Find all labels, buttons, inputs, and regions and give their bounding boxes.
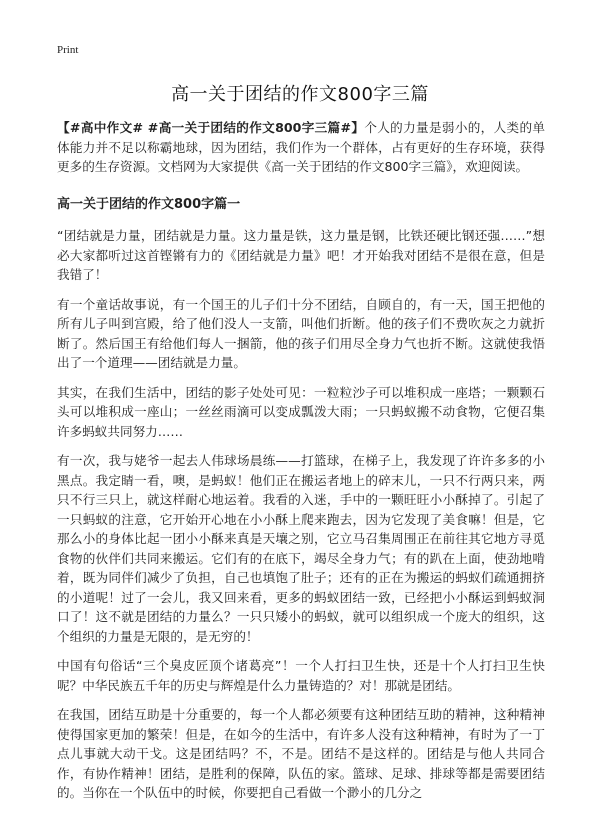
intro-paragraph — [57, 118, 545, 177]
intro-tag: 【#高中作文# #高一关于团结的作文800字三篇#】 — [57, 120, 365, 135]
intro-text: 个人的力量是弱小的，人类的单体能力并不足以称霸地球，因为团结，我们作为一个群体，占有更好的生存环境，获得更多的生存资源。文档网为大家提供《高一关于团结的作文800字三篇》，欢迎阅读。 — [57, 120, 545, 174]
paragraph: 在我国，团结互助是十分重要的，每一个人都必须要有这种团结互助的精神，这种精神使得国家更加的繁荣！但是，在如今的生活中，有许多人没有这种精神，有时为了一丁点儿事就大动干戈。这是团结吗？不，不是。团结不是这样的。团结是与他人共同合作，有协作精神！团结，是胜利的保障，队伍的家。篮球、足球、排球等都是需要团结的。当你在一个队伍中的时候，你要把自己看做一个渺小的几分之 — [57, 707, 545, 800]
paragraph: 有一个童话故事说，有一个国王的儿子们十分不团结，自顾自的，有一天，国王把他的所有儿子叫到宫殿，给了他们没人一支箭，叫他们折断。他的孩子们不费吹灰之力就折断了。然后国王有给他们每人一捆箭，他的孩子们用尽全身力气也折不断。这就使我悟出了一个道理——团结就是力量。 — [57, 296, 545, 370]
article-body — [57, 118, 545, 813]
paragraph: 其实，在我们生活中，团结的影子处处可见：一粒粒沙子可以堆积成一座塔；一颗颗石头可以堆积成一座山；一丝丝雨滴可以变成瓢泼大雨；一只蚂蚁搬不动食物，它便召集许多蚂蚁共同努力…… — [57, 384, 545, 439]
paragraph: “团结就是力量，团结就是力量。这力量是铁，这力量是钢，比铁还硬比钢还强……”想必大家都听过这首铿锵有力的《团结就是力量》吧！才开始我对团结不是很在意，但是我错了！ — [57, 228, 545, 282]
print-link[interactable]: Print — [57, 44, 79, 56]
paragraph: 中国有句俗话“三个臭皮匠顶个诸葛亮”！一个人打扫卫生快，还是十个人打扫卫生快呢？中华民族五千年的历史与辉煌是什么力量铸造的？对！那就是团结。 — [57, 658, 545, 693]
paragraph: 有一次，我与姥爷一起去人伟球场晨练——打篮球，在梯子上，我发现了许许多多的小黑点。我定睛一看，噢，是蚂蚁！他们正在搬运者地上的碎末儿，一只不行两只来，两只不行三只上，就这样耐心地运着。我看的入迷，手中的一颗旺旺小小酥掉了。引起了一只蚂蚁的注意，它开始开心地在小小酥上爬来跑去，因为它发现了美食嘛！但是，它那么小的身体比起一团小小酥来真是天壤之别，它立马召集周围正在前往其它地方寻觅食物的伙伴们共同来搬运。它们有的在底下，竭尽全身力气；有的趴在上面，使劲地啃着，既为同伴们减少了负担，自己也填饱了肚子；还有的正在为搬运的蚂蚁们疏通拥挤的小道呢！过了一会儿，我又回来看，更多的蚂蚁团结一致，已经把小小酥运到蚂蚁洞口了！这不就是团结的力量么？一只只矮小的蚂蚁，就可以组织成一个庞大的组织，这个组织的力量是无限的，是无穷的！ — [57, 453, 545, 644]
page-title: 高一关于团结的作文800字三篇 — [171, 84, 429, 105]
section-title: 高一关于团结的作文800字篇一 — [57, 196, 241, 212]
